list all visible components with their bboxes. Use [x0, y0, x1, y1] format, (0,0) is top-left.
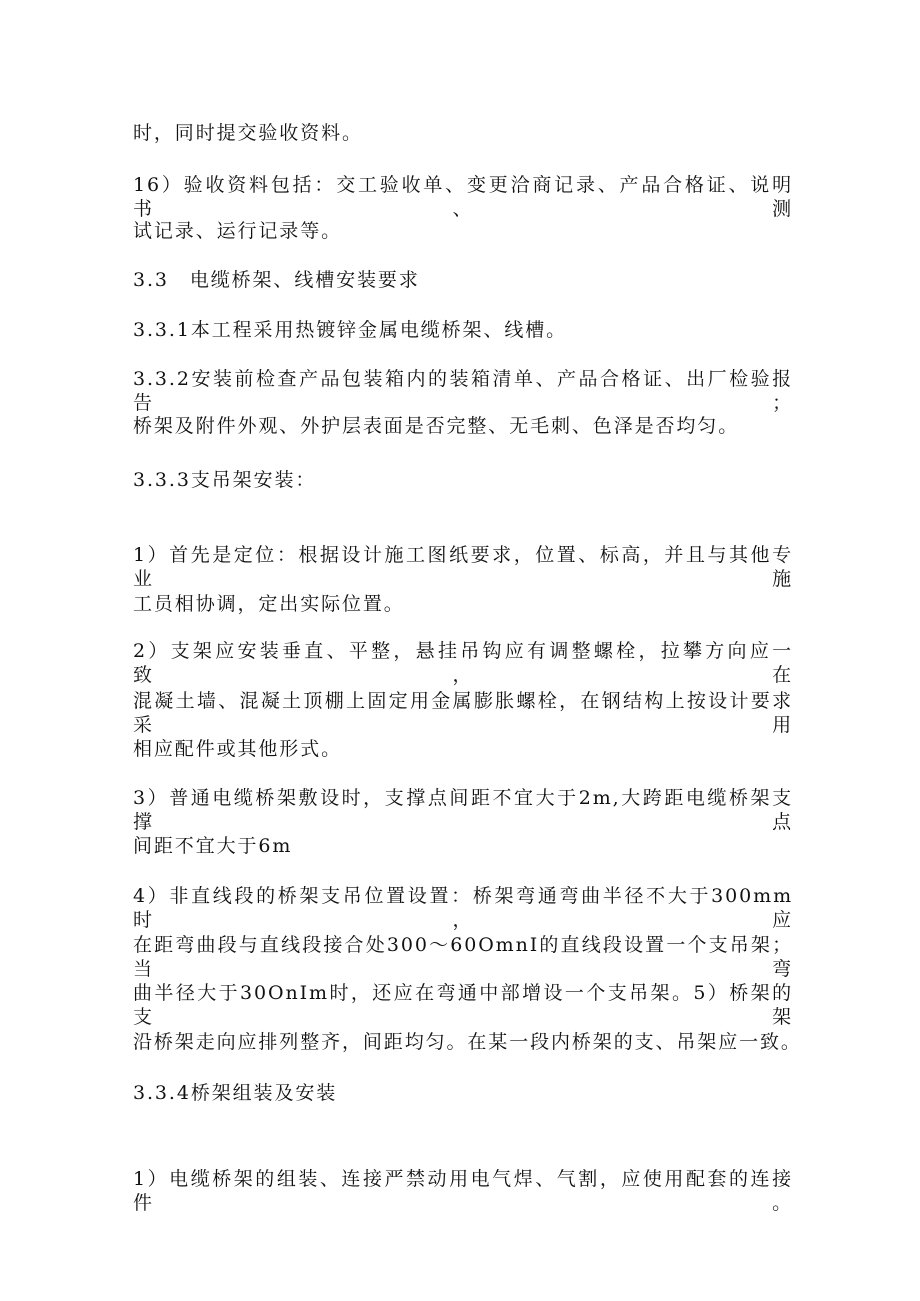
paragraph-line: 3）普通电缆桥架敷设时，支撑点间距不宜大于2m,大跨距电缆桥架支撑点 — [133, 787, 793, 833]
paragraph-line: 3.3.1本工程采用热镀锌金属电缆桥架、线槽。 — [133, 319, 568, 341]
paragraph-line: 试记录、运行记录等。 — [133, 220, 343, 242]
paragraph-line: 相应配件或其他形式。 — [133, 738, 343, 760]
paragraph-line: 1）首先是定位：根据设计施工图纸要求，位置、标高，并且与其他专业施 — [133, 544, 793, 590]
paragraph-line: 沿桥架走向应排列整齐，间距均匀。在某一段内桥架的支、吊架应一致。 — [133, 1031, 802, 1053]
paragraph-line: 16）验收资料包括：交工验收单、变更洽商记录、产品合格证、说明书、测 — [133, 174, 793, 220]
subsection-heading: 3.3.4桥架组装及安装 — [133, 1082, 338, 1104]
paragraph-line: 在距弯曲段与直线段接合处300～60OmnI的直线段设置一个支吊架；当弯 — [133, 934, 793, 980]
paragraph-line: 1）电缆桥架的组装、连接严禁动用电气焊、气割，应使用配套的连接件。 — [133, 1168, 793, 1214]
paragraph-line: 混凝土墙、混凝土顶棚上固定用金属膨胀螺栓，在钢结构上按设计要求采用 — [133, 690, 793, 736]
paragraph-line: 间距不宜大于6m — [133, 835, 293, 857]
paragraph-line: 2）支架应安装垂直、平整，悬挂吊钩应有调整螺栓，拉攀方向应一致，在 — [133, 640, 793, 686]
paragraph-line: 时，同时提交验收资料。 — [133, 122, 363, 144]
section-heading: 3.3 电缆桥架、线槽安装要求 — [133, 269, 420, 291]
paragraph-line: 桥架及附件外观、外护层表面是否完整、无毛刺、色泽是否均匀。 — [133, 415, 740, 437]
paragraph-line: 4）非直线段的桥架支吊位置设置：桥架弯通弯曲半径不大于300mm时，应 — [133, 885, 793, 931]
paragraph-line: 工员相协调，定出实际位置。 — [133, 593, 405, 615]
paragraph-line: 曲半径大于30OnIm时，还应在弯通中部增设一个支吊架。5）桥架的支架 — [133, 982, 793, 1028]
paragraph-line: 3.3.2安装前检查产品包装箱内的装箱清单、产品合格证、出厂检验报告； — [133, 368, 793, 414]
subsection-heading: 3.3.3支吊架安装： — [133, 469, 317, 491]
